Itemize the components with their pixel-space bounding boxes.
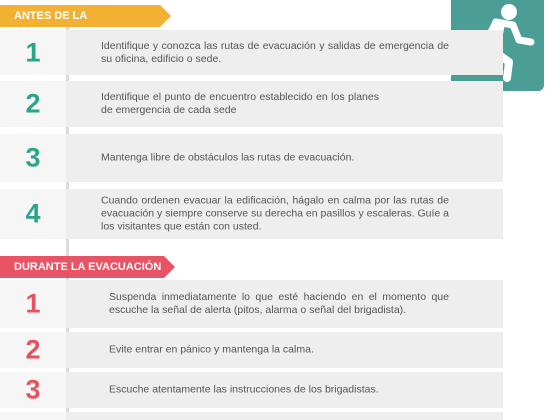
step-text: Cuando ordenen evacuar la edificación, hágalo en calma por las rutas de evacuación y siempre conserve su derecha en pasillos y escaleras. Guíe a los visitantes que están con usted. (101, 194, 449, 233)
section-title-during: DURANTE LA EVACUACIÓN (14, 261, 162, 273)
list-item-partial (0, 412, 503, 420)
section-title-before: ANTES DE LA (14, 10, 87, 22)
step-text: Mantenga libre de obstáculos las rutas de evacuación. (101, 151, 355, 164)
list-item (0, 332, 503, 368)
step-text: Evite entrar en pánico y mantenga la calma. (109, 343, 314, 356)
step-text: Identifique el punto de encuentro establecido en los planes de emergencia de cada sede (101, 91, 379, 116)
list-item (0, 134, 503, 182)
list-item (0, 30, 503, 75)
step-number: 2 (25, 88, 41, 119)
list-item (0, 372, 503, 408)
section-header-during (0, 256, 164, 278)
step-number: 1 (25, 37, 41, 67)
step-number: 3 (25, 142, 41, 173)
step-number: 1 (25, 288, 41, 319)
list-item (0, 189, 503, 239)
step-text: Suspenda inmediatamente lo que esté haciendo en el momento que escuche la señal de alerta (pitos, alarma o señal del brigadista). (109, 291, 449, 316)
list-item (0, 81, 503, 127)
step-text: Identifique y conozca las rutas de evacuación y salidas de emergencia de su oficina, edificio o sede. (101, 39, 449, 65)
step-number: 4 (25, 198, 41, 229)
section-header-before (0, 5, 160, 27)
list-item (0, 280, 503, 328)
step-number: 2 (25, 334, 41, 365)
step-number: 3 (25, 374, 41, 405)
step-text: Escuche atentamente las instrucciones de los brigadistas. (109, 383, 379, 396)
